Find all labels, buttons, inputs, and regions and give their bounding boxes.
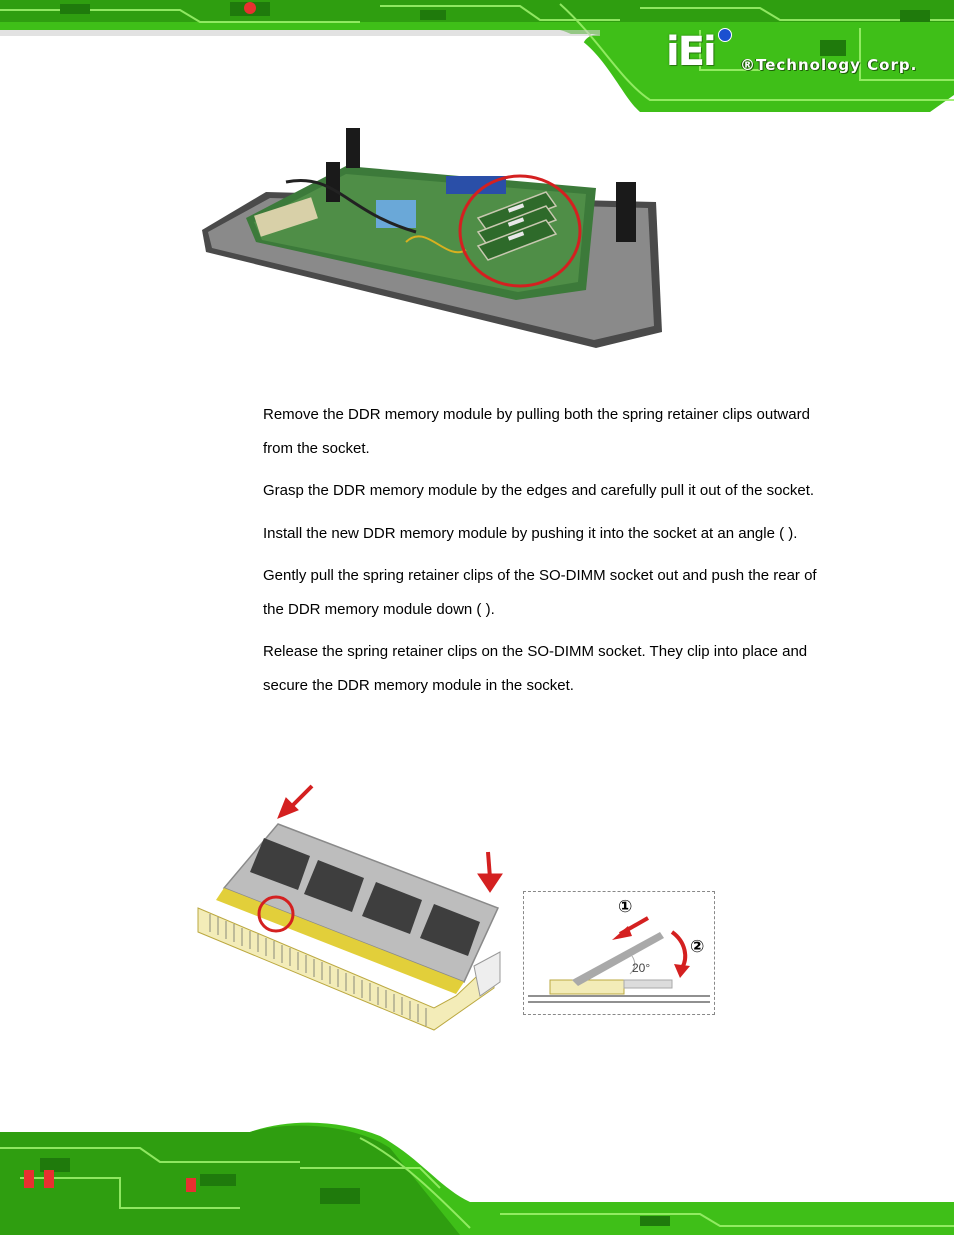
- angle-label: 20°: [632, 961, 651, 975]
- procedure-steps: [263, 398, 823, 711]
- step-push-module-down: Gently pull the spring retainer clips of the SO-DIMM socket out and push the rear of the DDR memory module down ( ).: [263, 567, 817, 618]
- logo-mark: iEi: [666, 29, 715, 75]
- step-two-marker: ②: [690, 937, 705, 957]
- logo-dot-icon: [718, 28, 732, 42]
- step-install-module: Install the new DDR memory module by pushing it into the socket at an angle ( ).: [263, 524, 798, 542]
- step-one-marker: ①: [618, 897, 633, 917]
- header-banner: [0, 0, 954, 112]
- memory-module-location-photo: [196, 122, 666, 354]
- step-grasp-module: Grasp the DDR memory module by the edges and carefully pull it out of the socket.: [263, 482, 815, 499]
- so-dimm-installation-diagram: [194, 782, 524, 1034]
- step-release-clips: Release the spring retainer clips on the SO-DIMM socket. They clip into place and secure the DDR memory module in the socket.: [263, 643, 808, 694]
- circuit-board-footer-graphic: [0, 1118, 954, 1235]
- footer-banner: [0, 1118, 954, 1235]
- logo-company-name: ®Technology Corp.: [740, 56, 918, 74]
- company-logo: [666, 28, 936, 84]
- insertion-angle-inset: [523, 891, 715, 1015]
- step-remove-module: Remove the DDR memory module by pulling both the spring retainer clips outward from the socket.: [263, 406, 810, 457]
